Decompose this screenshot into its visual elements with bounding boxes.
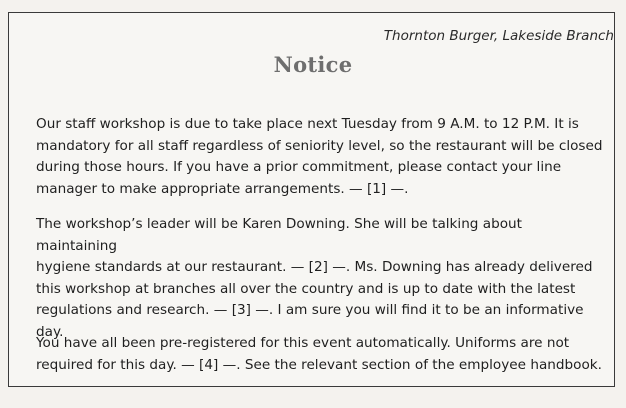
paragraph-line: required for this day. — [4] —. See the relevant section of the employee handbook. xyxy=(36,356,602,373)
paragraph-line: mandatory for all staff regardless of seniority level, so the restaurant will be closed xyxy=(36,137,603,154)
branch-name: Thornton Burger, Lakeside Branch xyxy=(383,28,614,44)
notice-title: Notice xyxy=(273,52,353,77)
paragraph-line: The workshop’s leader will be Karen Downing. She will be talking about maintaining xyxy=(36,216,522,254)
paragraph-line: hygiene standards at our restaurant. — [2] —. Ms. Downing has already delivered xyxy=(36,259,593,275)
paragraph-line: manager to make appropriate arrangements. — [1] —. xyxy=(36,180,409,197)
paragraph-line: during those hours. If you have a prior commitment, please contact your line xyxy=(36,159,562,175)
paragraph-line: Our staff workshop is due to take place next Tuesday from 9 A.M. to 12 P.M. It is xyxy=(36,116,579,132)
paragraph-line: day. xyxy=(36,323,64,340)
paragraph-registration xyxy=(36,333,604,376)
paragraph-line: regulations and research. — [3] —. I am sure you will find it to be an informative xyxy=(36,302,584,318)
paragraph-leader xyxy=(36,214,604,343)
paragraph-line: this workshop at branches all over the country and is up to date with the latest xyxy=(36,280,576,297)
paragraph-schedule xyxy=(36,114,604,200)
paragraph-line: You have all been pre-registered for this event automatically. Uniforms are not xyxy=(36,335,570,351)
